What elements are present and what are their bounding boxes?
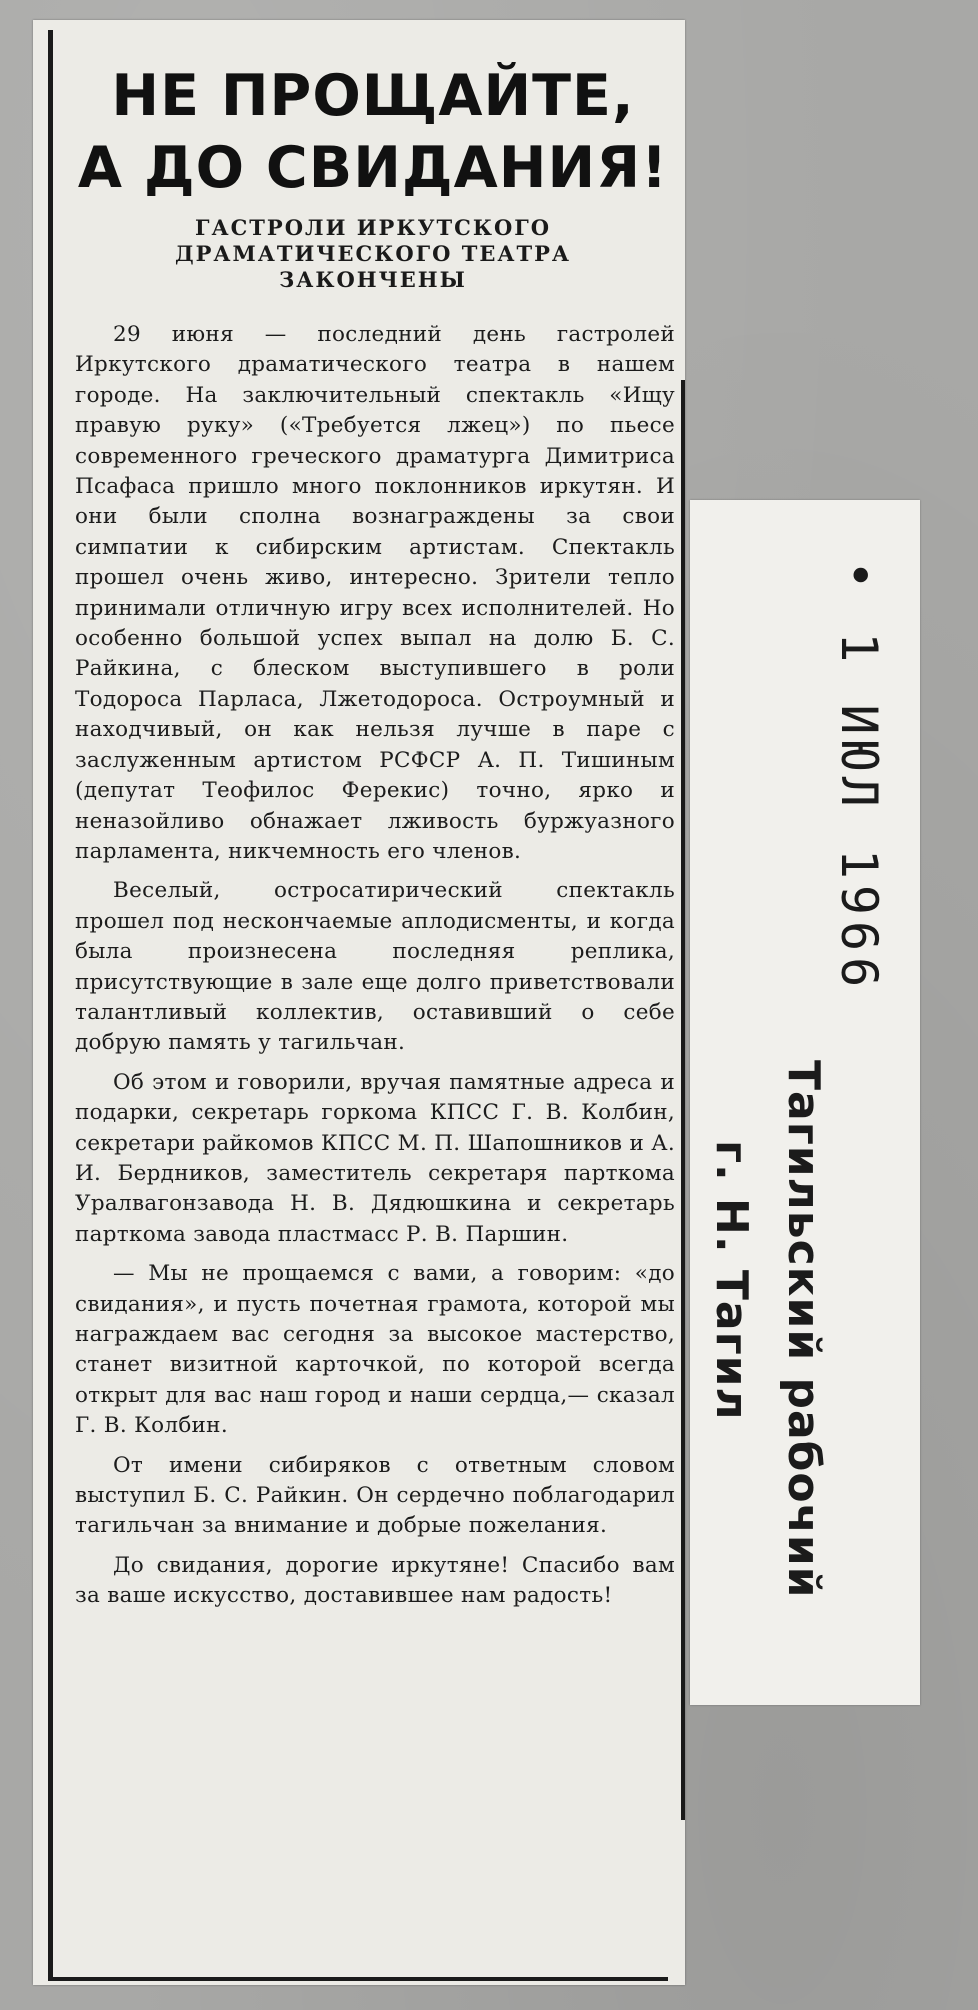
headline	[73, 60, 673, 204]
column-rule-bottom	[48, 1977, 668, 1981]
paragraph: 29 июня — последний день гастролей Иркутского драматического театра в нашем городе. На заключительный спектакль «Ищу правую руку» («Требуется лжец») по пьесе современного греческого драматурга Димитриса Псафаса пришло много поклонников иркутян. И они были сполна вознаграждены за свои симпатии к сибирским артистам. Спектакль прошел очень живо, интересно. Зрители тепло принимали отличную игру всех исполнителей. Но особенно большой успех выпал на долю Б. С. Райкина, с блеском выступившего в роли Тодороса Парласа, Лжетодороса. Остроумный и находчивый, он как нельзя лучше в паре с заслуженным артистом РСФСР А. П. Тишиным (депутат Теофилос Ферекис) точно, ярко и неназойливо обнажает лживость буржуазного парламента, никчемность его членов.	[75, 322, 675, 864]
headline-line-1: НЕ ПРОЩАЙТЕ,	[111, 63, 635, 129]
library-stamp-clipping	[690, 500, 920, 1705]
column-rule-right	[681, 380, 685, 1820]
paragraph: Веселый, остросатирический спектакль прошел под нескончаемые аплодисменты, и когда была произнесена последняя реплика, присутствующие в зале еще долго приветствовали талантливый коллектив, оставивший о себе добрую память у тагильчан.	[75, 878, 675, 1056]
stamp-area	[690, 500, 920, 1705]
stamp-city: г. Н. Тагил	[706, 1140, 757, 1421]
subheadline	[73, 215, 673, 293]
stamp-date: • 1 ИЮЛ 1966	[830, 560, 888, 994]
subheadline-line-1: ГАСТРОЛИ ИРКУТСКОГО	[194, 215, 552, 240]
newspaper-clipping	[33, 20, 685, 1985]
article-body	[75, 320, 675, 1621]
subheadline-line-3: ЗАКОНЧЕНЫ	[279, 267, 467, 292]
paragraph: — Мы не прощаемся с вами, а говорим: «до свидания», и пусть почетная грамота, которой мы награждаем вас сегодня за высокое мастерство, станет визитной карточкой, по которой всегда открыт для вас наш город и наши сердца,— сказал Г. В. Колбин.	[75, 1261, 675, 1439]
paragraph: От имени сибиряков с ответным словом выступил Б. С. Райкин. Он сердечно поблагодарил тагильчан за внимание и добрые пожелания.	[75, 1452, 675, 1539]
paragraph: До свидания, дорогие иркутяне! Спасибо вам за ваше искусство, доставившее нам радость!	[75, 1552, 675, 1609]
subheadline-line-2: ДРАМАТИЧЕСКОГО ТЕАТРА	[174, 241, 572, 266]
headline-line-2: А ДО СВИДАНИЯ!	[77, 135, 669, 201]
stamp-newspaper-name: Тагильский рабочий	[778, 1060, 829, 1599]
column-rule-left	[48, 30, 53, 1980]
paragraph: Об этом и говорили, вручая памятные адреса и подарки, секретарь горкома КПСС Г. В. Колбин, секретари райкомов КПСС М. П. Шапошников и А. И. Бердников, заместитель секретаря парткома Уралвагонзавода Н. В. Дядюшкина и секретарь парткома завода пластмасс Р. В. Паршин.	[75, 1069, 675, 1247]
